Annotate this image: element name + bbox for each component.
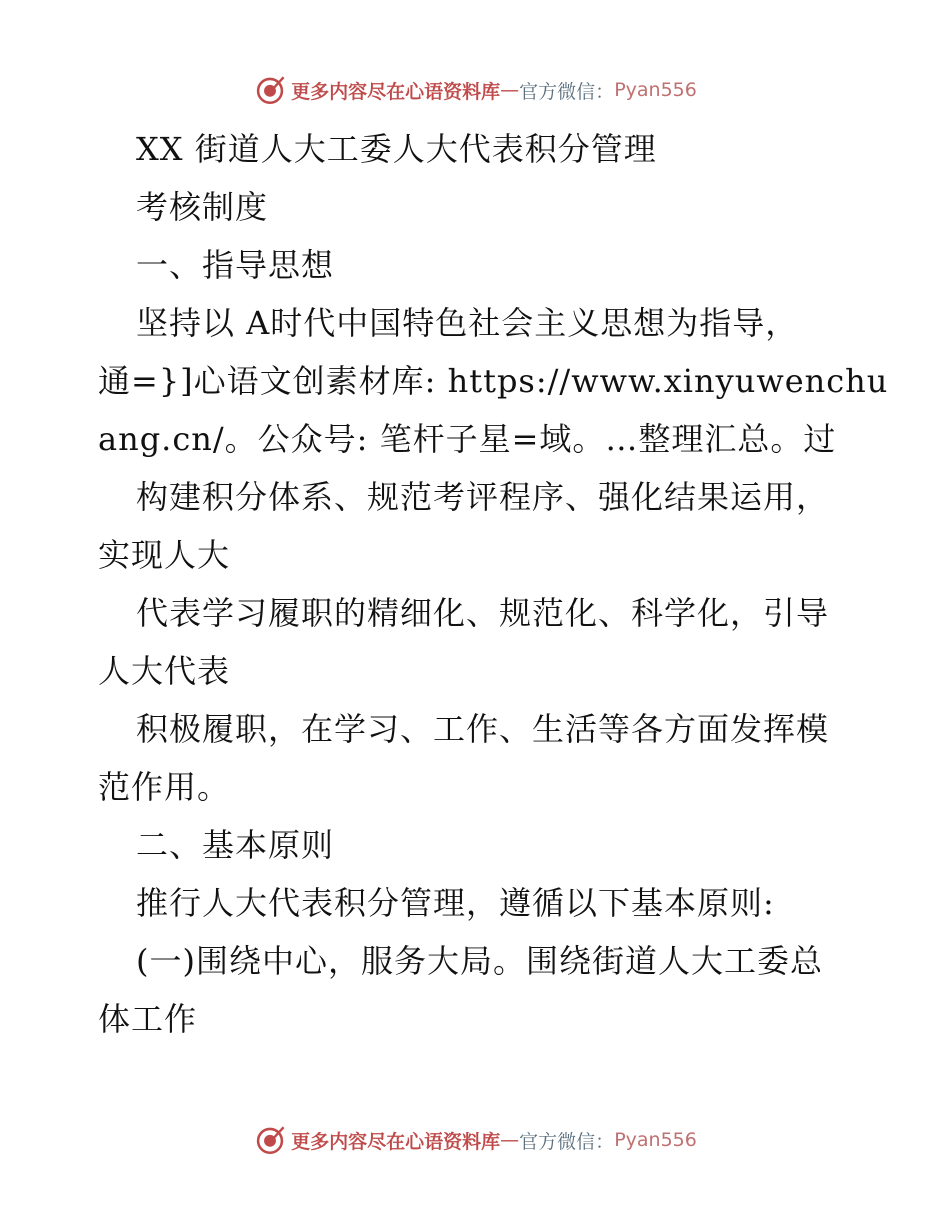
text-line: 一、指导思想	[136, 246, 335, 284]
text-line: (一)围绕中心，服务大局。围绕街道人大工委总	[136, 942, 823, 980]
separator: —	[500, 1129, 520, 1151]
header-watermark	[0, 70, 950, 110]
text-line: 构建积分体系、规范考评程序、强化结果运用，	[136, 478, 830, 516]
text-line: XX 街道人大工委人大代表积分管理	[136, 130, 657, 168]
document-body	[98, 120, 889, 1048]
text-line: 二、基本原则	[136, 826, 335, 864]
wechat-label: 官方微信：	[519, 1130, 615, 1153]
text-line: 范作用。	[98, 768, 231, 806]
text-line: 考核制度	[136, 188, 269, 226]
wechat-id: Pyan556	[614, 79, 697, 101]
footer-watermark	[0, 1120, 950, 1160]
pen-logo-icon	[253, 73, 287, 107]
text-line: 代表学习履职的精细化、规范化、科学化，引导	[136, 594, 830, 632]
text-line: 积极履职，在学习、工作、生活等各方面发挥模	[136, 710, 830, 748]
separator: —	[500, 79, 520, 101]
text-line: 人大代表	[98, 652, 231, 690]
text-line: 实现人大	[98, 536, 231, 574]
promo-text: 更多内容尽在心语资料库	[291, 80, 501, 103]
text-line: 体工作	[98, 1000, 198, 1038]
text-line: ang.cn/。公众号: 笔杆子星=域。…整理汇总。过	[98, 420, 837, 458]
text-line: 推行人大代表积分管理，遵循以下基本原则:	[136, 884, 775, 922]
text-line: 坚持以 A时代中国特色社会主义思想为指导，	[136, 304, 799, 342]
promo-text: 更多内容尽在心语资料库	[291, 1130, 501, 1153]
text-line: 通=}]心语文创素材库: https://www.xinyuwenchu	[98, 362, 889, 400]
wechat-id: Pyan556	[614, 1129, 697, 1151]
wechat-label: 官方微信：	[519, 80, 615, 103]
pen-logo-icon	[253, 1123, 287, 1157]
